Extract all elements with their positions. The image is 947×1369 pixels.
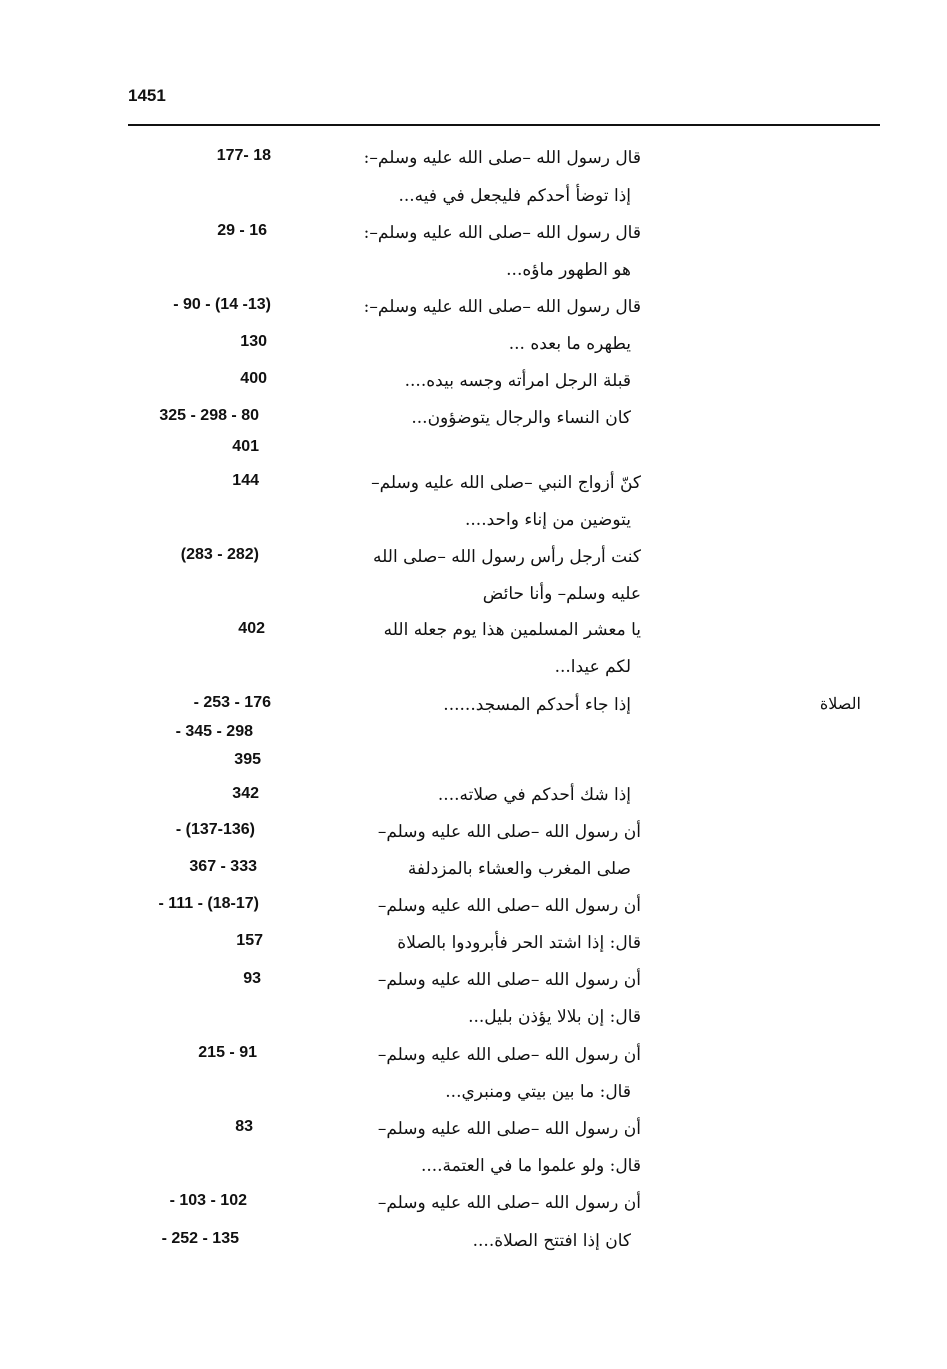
- section-label: الصلاة: [819, 694, 861, 713]
- ref-line-22: - 111 - (18-17): [158, 895, 259, 912]
- ref-line-14: 402: [238, 620, 265, 637]
- hadith-line-28: أن رسول الله –صلى الله عليه وسلم–: [377, 1119, 641, 1139]
- ref-line-1: 177- 18: [216, 147, 271, 164]
- ref-line-21: 367 - 333: [189, 858, 257, 875]
- page-number: 1451: [128, 86, 166, 105]
- hadith-line-8: كان النساء والرجال يتوضؤون...: [411, 408, 631, 428]
- hadith-line-27: قال: ما بين بيتي ومنبري...: [445, 1082, 631, 1102]
- hadith-line-7: قبلة الرجل امرأته وجسه بيده....: [404, 371, 631, 391]
- ref-line-8: 325 - 298 - 80: [159, 407, 259, 424]
- ref-line-7: 400: [240, 370, 267, 387]
- hadith-line-19: إذا شك أحدكم في صلاته....: [437, 785, 631, 805]
- hadith-line-25: قال: إن بلالا يؤذن بليل...: [468, 1007, 641, 1027]
- header-rule: [128, 124, 880, 126]
- ref-line-17: - 345 - 298: [175, 723, 253, 740]
- hadith-line-31: كان إذا افتتح الصلاة....: [472, 1231, 631, 1251]
- ref-line-6: 130: [240, 333, 267, 350]
- hadith-line-6: يطهره ما بعده ...: [508, 334, 631, 354]
- hadith-line-3: قال رسول الله –صلى الله عليه وسلم–:: [363, 223, 641, 243]
- hadith-line-1: قال رسول الله –صلى الله عليه وسلم–:: [363, 148, 641, 168]
- ref-line-16: - 253 - 176: [193, 694, 271, 711]
- ref-line-26: 215 - 91: [198, 1044, 257, 1061]
- ref-line-5: - 90 - (14 -13): [173, 296, 271, 313]
- hadith-line-4: هو الطهور ماؤه...: [506, 260, 631, 280]
- ref-line-19: 342: [232, 785, 259, 802]
- hadith-line-13: عليه وسلم– وأنا حائض: [482, 584, 641, 604]
- ref-line-24: 93: [243, 970, 261, 987]
- hadith-line-14: يا معشر المسلمين هذا يوم جعله الله: [383, 620, 641, 640]
- hadith-line-23: قال: إذا اشتد الحر فأبرودوا بالصلاة: [397, 933, 641, 953]
- hadith-line-22: أن رسول الله –صلى الله عليه وسلم–: [377, 896, 641, 916]
- hadith-line-11: يتوضين من إناء واحد....: [464, 510, 631, 530]
- hadith-line-10: كنّ أزواج النبي –صلى الله عليه وسلم–: [371, 473, 641, 493]
- hadith-line-16: إذا جاء أحدكم المسجد......: [443, 695, 631, 715]
- ref-line-18: 395: [234, 751, 261, 768]
- hadith-line-20: أن رسول الله –صلى الله عليه وسلم–: [377, 822, 641, 842]
- hadith-line-29: قال: ولو علموا ما في العتمة....: [420, 1156, 641, 1176]
- hadith-line-24: أن رسول الله –صلى الله عليه وسلم–: [377, 970, 641, 990]
- hadith-line-2: إذا توضأ أحدكم فليجعل في فيه...: [398, 186, 631, 206]
- hadith-line-12: كنت أرجل رأس رسول الله –صلى الله: [373, 547, 641, 567]
- ref-line-10: 144: [232, 472, 259, 489]
- ref-line-23: 157: [236, 932, 263, 949]
- hadith-line-15: لكم عيدا...: [554, 657, 631, 677]
- hadith-line-30: أن رسول الله –صلى الله عليه وسلم–: [377, 1193, 641, 1213]
- hadith-line-21: صلى المغرب والعشاء بالمزدلفة: [407, 859, 631, 879]
- ref-line-31: - 252 - 135: [161, 1230, 239, 1247]
- ref-line-12: (283 - 282): [180, 546, 259, 563]
- ref-line-30: - 103 - 102: [169, 1192, 247, 1209]
- ref-line-3: 29 - 16: [217, 222, 267, 239]
- ref-line-28: 83: [235, 1118, 253, 1135]
- ref-line-9: 401: [232, 438, 259, 455]
- hadith-line-5: قال رسول الله –صلى الله عليه وسلم–:: [363, 297, 641, 317]
- hadith-line-26: أن رسول الله –صلى الله عليه وسلم–: [377, 1045, 641, 1065]
- ref-line-20: - (137-136): [175, 821, 255, 838]
